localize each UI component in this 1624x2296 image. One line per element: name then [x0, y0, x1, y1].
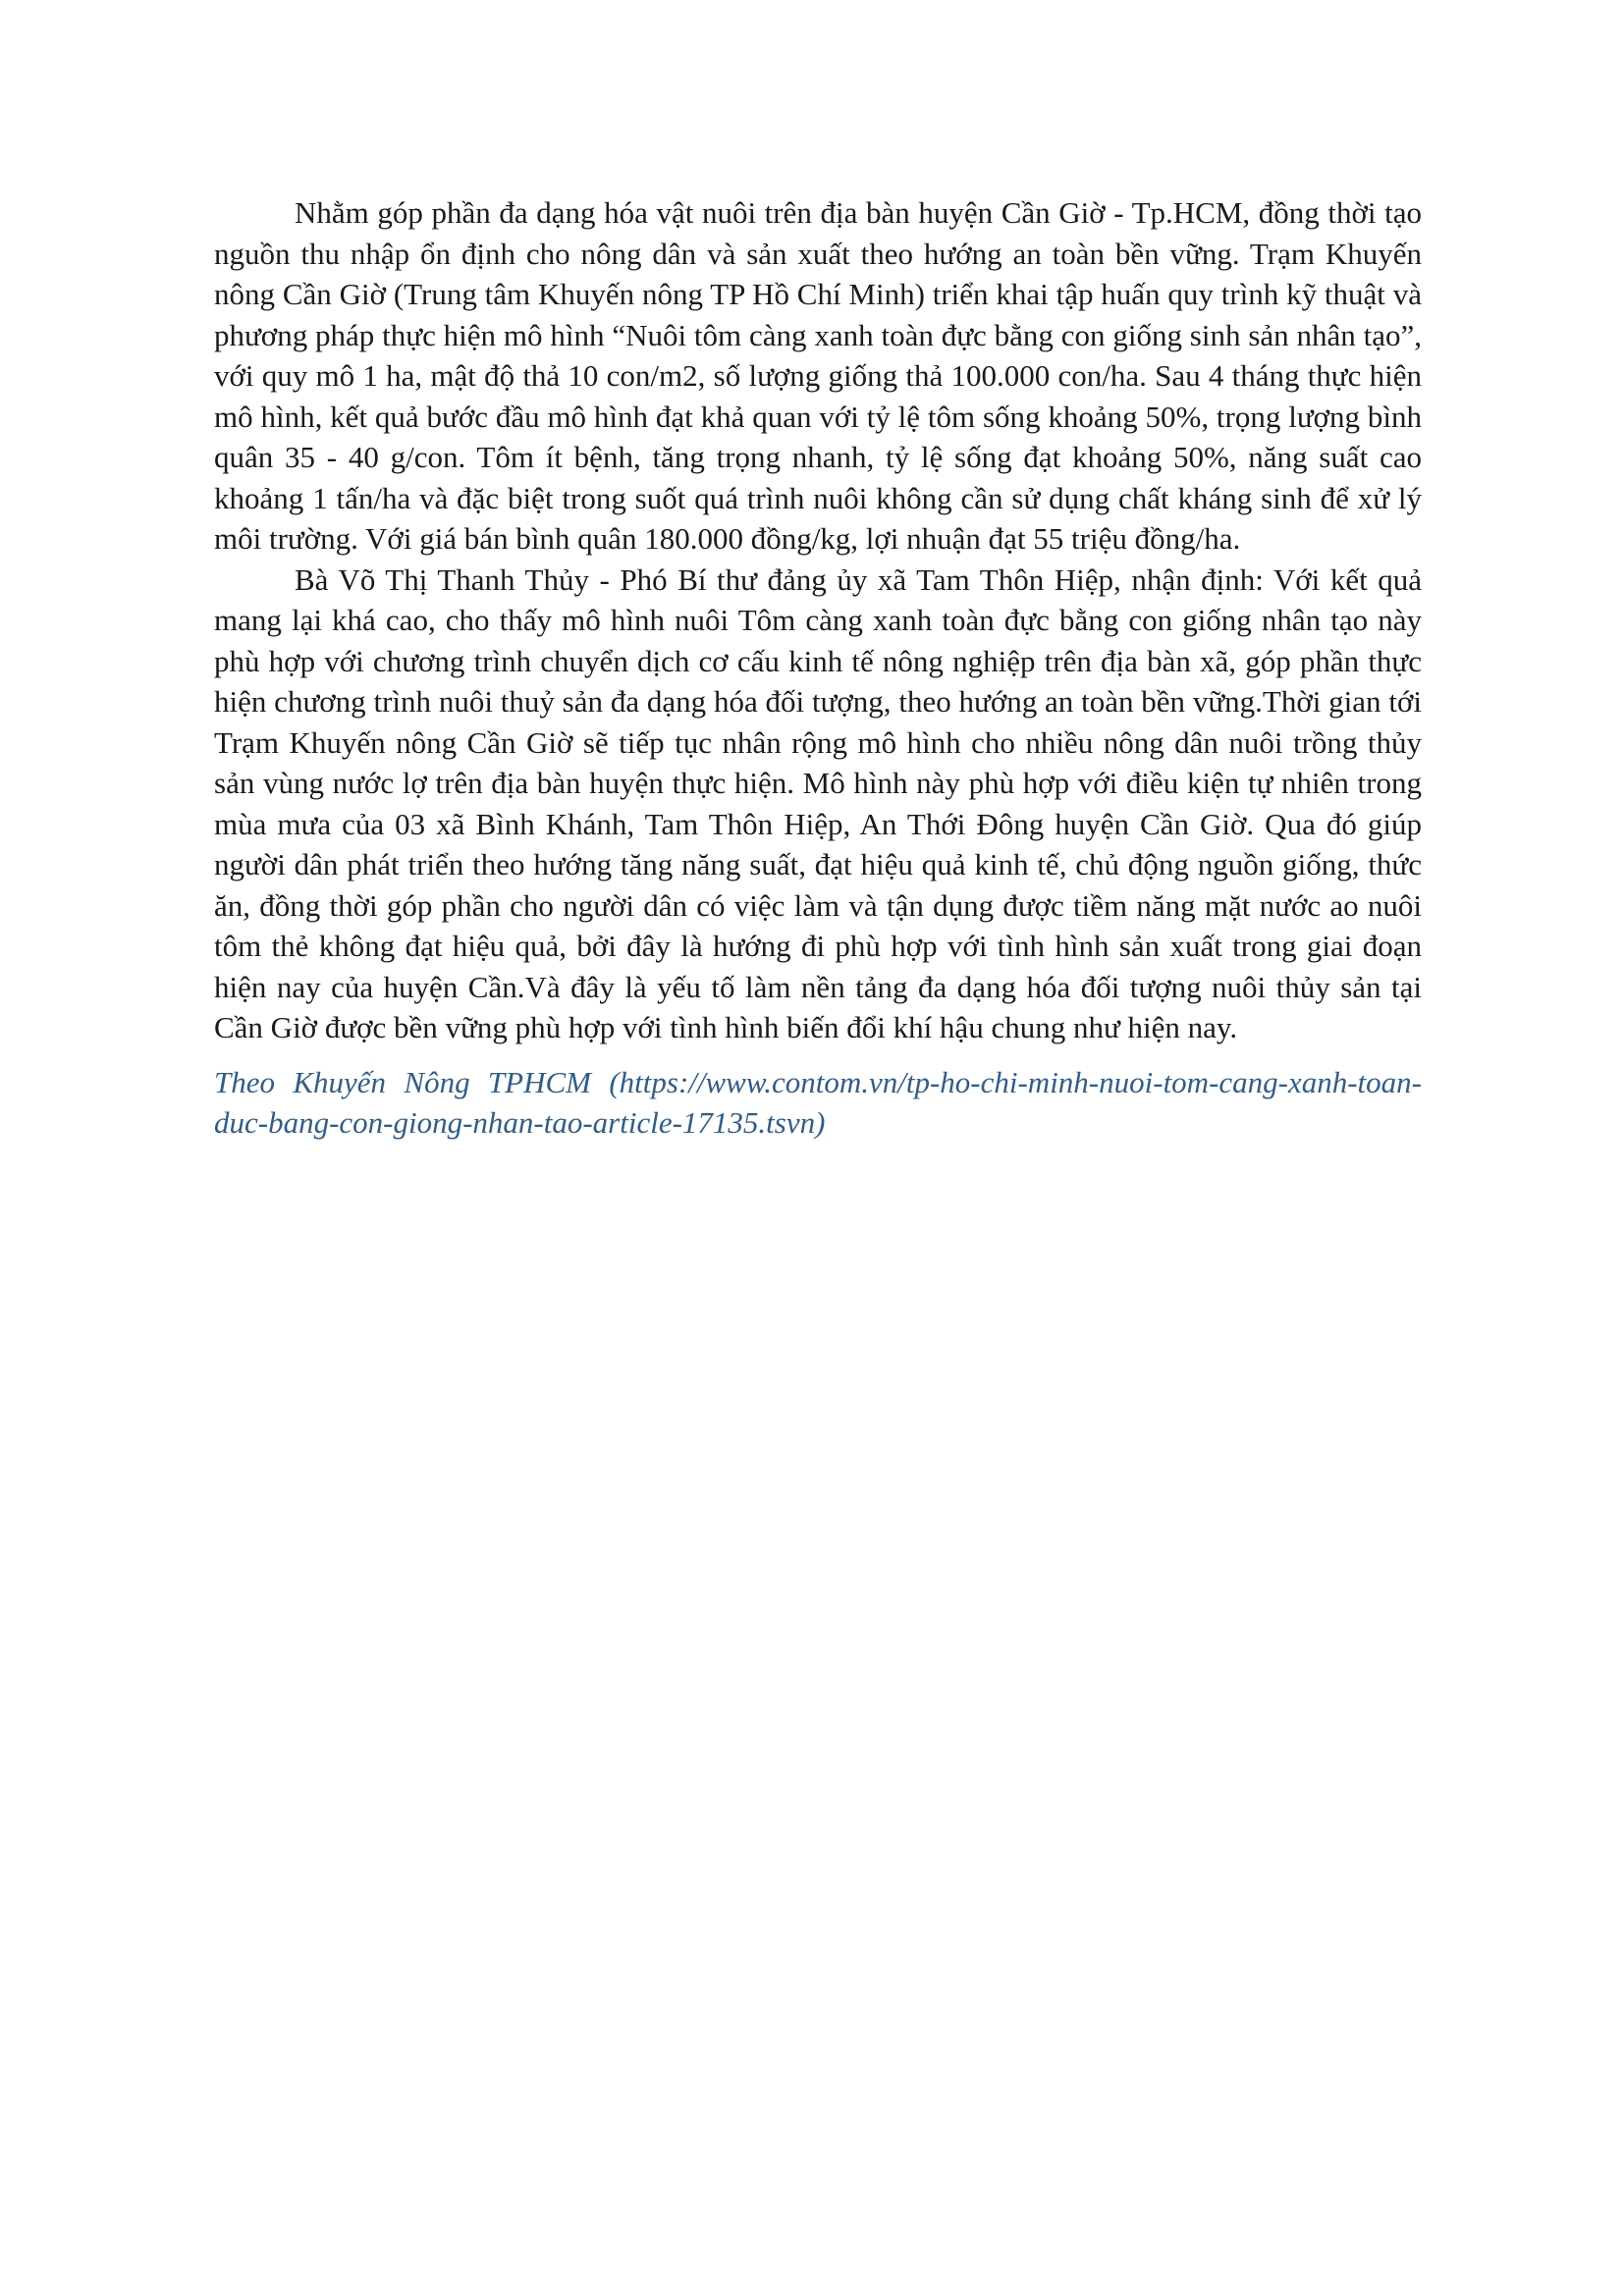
- article-paragraph-1: Nhằm góp phần đa dạng hóa vật nuôi trên địa bàn huyện Cần Giờ - Tp.HCM, đồng thời tạo nguồn thu nhập ổn định cho nông dân và sản xuất theo hướng an toàn bền vững. Trạm Khuyến nông Cần Giờ (Trung tâm Khuyến nông TP Hồ Chí Minh) triển khai tập huấn quy trình kỹ thuật và phương pháp thực hiện mô hình “Nuôi tôm càng xanh toàn đực bằng con giống sinh sản nhân tạo”, với quy mô 1 ha, mật độ thả 10 con/m2, số lượng giống thả 100.000 con/ha. Sau 4 tháng thực hiện mô hình, kết quả bước đầu mô hình đạt khả quan với tỷ lệ tôm sống khoảng 50%, trọng lượng bình quân 35 - 40 g/con. Tôm ít bệnh, tăng trọng nhanh, tỷ lệ sống đạt khoảng 50%, năng suất cao khoảng 1 tấn/ha và đặc biệt trong suốt quá trình nuôi không cần sử dụng chất kháng sinh để xử lý môi trường. Với giá bán bình quân 180.000 đồng/kg, lợi nhuận đạt 55 triệu đồng/ha.: [214, 195, 1422, 556]
- article-paragraph-2: Bà Võ Thị Thanh Thủy - Phó Bí thư đảng ủy xã Tam Thôn Hiệp, nhận định: Với kết quả mang lại khá cao, cho thấy mô hình nuôi Tôm càng xanh toàn đực bằng con giống nhân tạo này phù hợp với chương trình chuyển dịch cơ cấu kinh tế nông nghiệp trên địa bàn xã, góp phần thực hiện chương trình nuôi thuỷ sản đa dạng hóa đối tượng, theo hướng an toàn bền vững.Thời gian tới Trạm Khuyến nông Cần Giờ sẽ tiếp tục nhân rộng mô hình cho nhiều nông dân nuôi trồng thủy sản vùng nước lợ trên địa bàn huyện thực hiện. Mô hình này phù hợp với điều kiện tự nhiên trong mùa mưa của 03 xã Bình Khánh, Tam Thôn Hiệp, An Thới Đông huyện Cần Giờ. Qua đó giúp người dân phát triển theo hướng tăng năng suất, đạt hiệu quả kinh tế, chủ động nguồn giống, thức ăn, đồng thời góp phần cho người dân có việc làm và tận dụng được tiềm năng mặt nước ao nuôi tôm thẻ không đạt hiệu quả, bởi đây là hướng đi phù hợp với tình hình sản xuất trong giai đoạn hiện nay của huyện Cần.Và đây là yếu tố làm nền tảng đa dạng hóa đối tượng nuôi thủy sản tại Cần Giờ được bền vững phù hợp với tình hình biến đổi khí hậu chung như hiện nay.: [214, 561, 1422, 1044]
- document-page: [214, 192, 1422, 1144]
- source-citation[interactable]: Theo Khuyến Nông TPHCM (https://www.contom.vn/tp-ho-chi-minh-nuoi-tom-cang-xanh-toan-duc-bang-con-giong-nhan-tao-article-17135.tsvn): [214, 1064, 1422, 1140]
